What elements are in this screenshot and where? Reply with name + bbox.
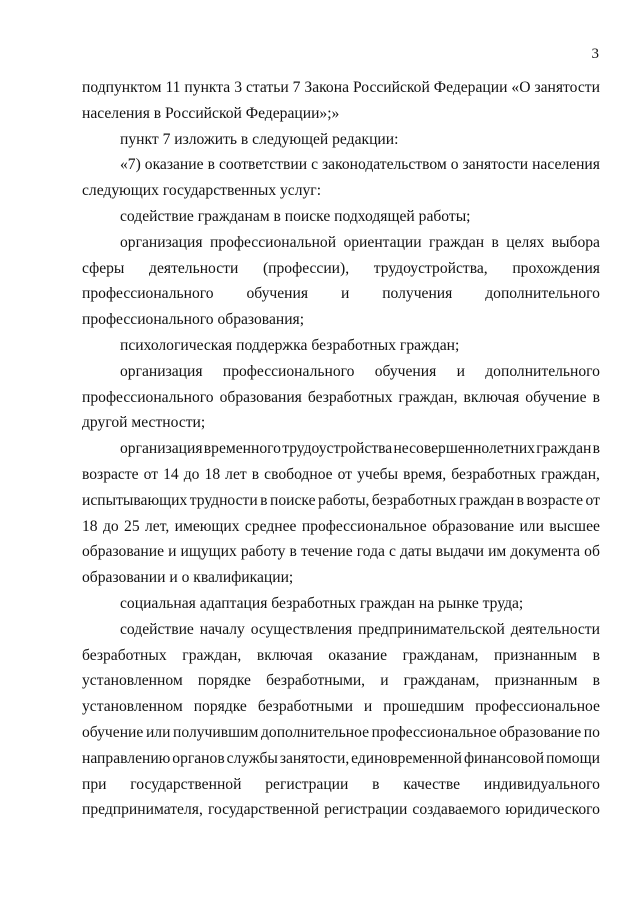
- word: безработных: [307, 388, 393, 406]
- word: индивидуального: [483, 775, 600, 793]
- word: в: [592, 646, 600, 664]
- word: оказание: [328, 646, 387, 664]
- word: организация: [120, 362, 203, 380]
- word: в: [372, 775, 380, 793]
- word: признанным: [494, 646, 577, 664]
- word: работы,: [318, 491, 370, 509]
- text-line: пункт 7 изложить в следующей редакции:: [120, 130, 399, 148]
- word: образование: [499, 723, 582, 741]
- text-line: населения в Российской Федерации»;»: [82, 104, 340, 122]
- word: образования: [219, 388, 302, 406]
- word: им: [488, 543, 507, 561]
- word: граждан,: [540, 465, 600, 483]
- word: государственной: [207, 801, 320, 819]
- word: обучение: [525, 388, 587, 406]
- word: безработных: [451, 465, 536, 483]
- word: организация: [120, 440, 203, 458]
- word: включая: [463, 388, 520, 406]
- word: финансовой: [463, 749, 545, 767]
- word: получившим: [173, 723, 259, 741]
- word: при: [82, 775, 107, 793]
- word: регистрации: [265, 775, 349, 793]
- text-line: [82, 436, 600, 462]
- word: от: [585, 491, 600, 509]
- word: помощи: [546, 749, 600, 767]
- word: до: [102, 517, 119, 535]
- text-line: [82, 539, 600, 565]
- word: качестве: [403, 775, 461, 793]
- word: создаваемого: [412, 801, 501, 819]
- text-line: [82, 281, 600, 307]
- text-line: [82, 488, 600, 514]
- word: гражданам,: [402, 646, 479, 664]
- word: образование: [82, 543, 165, 561]
- word: установленном: [82, 672, 183, 690]
- word: трудоустройства,: [373, 259, 488, 277]
- word: граждан: [459, 491, 515, 509]
- word: профессионального: [82, 285, 214, 303]
- word: в: [260, 491, 268, 509]
- word: статьи: [245, 79, 289, 96]
- word: 7: [292, 79, 301, 96]
- paragraph: [82, 230, 600, 333]
- word: установленном: [82, 698, 183, 716]
- text-line: [82, 797, 600, 823]
- text-line: [82, 385, 600, 411]
- paragraph: [82, 436, 600, 591]
- word: образование: [432, 517, 515, 535]
- paragraph: [82, 333, 600, 359]
- word: безработных: [82, 646, 167, 664]
- word: ориентации: [343, 233, 422, 251]
- word: 3: [234, 79, 242, 96]
- word: порядке: [193, 698, 247, 716]
- paragraph: [82, 127, 600, 153]
- text-line: психологическая поддержка безработных граждан;: [120, 336, 460, 354]
- text-line: [82, 359, 600, 385]
- word: государственной: [130, 775, 242, 793]
- word: занятости: [462, 156, 529, 174]
- word: предпринимателя,: [82, 801, 203, 819]
- word: соответствии: [218, 156, 308, 174]
- text-line: [82, 643, 600, 669]
- word: граждан,: [182, 646, 242, 664]
- word: занятости,: [279, 749, 350, 767]
- word: безработными,: [266, 672, 366, 690]
- paragraph: [82, 152, 600, 204]
- text-line: образовании и о квалификации;: [82, 569, 294, 587]
- word: «7): [120, 156, 141, 174]
- word: осуществления: [250, 620, 353, 638]
- word: или: [519, 517, 544, 535]
- text-line: профессионального образования;: [82, 311, 305, 329]
- text-line: [82, 694, 600, 720]
- word: об: [584, 543, 600, 561]
- word: года: [356, 543, 385, 561]
- word: оказание: [144, 156, 204, 174]
- word: подпунктом: [82, 79, 162, 96]
- word: возрасте: [526, 491, 584, 509]
- word: Федерации: [433, 79, 508, 96]
- word: прошедшим: [383, 698, 465, 716]
- text-line: [82, 772, 600, 798]
- word: содействие: [120, 620, 194, 638]
- text-line: [82, 230, 600, 256]
- word: поиске: [270, 491, 316, 509]
- word: и: [380, 672, 389, 690]
- word: или: [145, 723, 171, 741]
- paragraph: [82, 75, 600, 127]
- word: время,: [403, 465, 447, 483]
- word: 18: [204, 465, 221, 483]
- text-line: [82, 668, 600, 694]
- paragraph: [82, 204, 600, 230]
- word: и: [363, 698, 373, 716]
- word: от: [337, 465, 353, 483]
- text-line: [82, 256, 600, 282]
- word: пункта: [184, 79, 231, 96]
- word: граждан: [429, 233, 485, 251]
- word: профессионального: [222, 362, 355, 380]
- word: трудности: [189, 491, 258, 509]
- word: 11: [165, 79, 181, 96]
- text-line: содействие гражданам в поиске подходящей работы;: [120, 207, 471, 225]
- word: обучения: [374, 362, 437, 380]
- text-line: социальная адаптация безработных граждан на рынке труда;: [120, 594, 524, 612]
- word: профессиональное: [475, 698, 600, 716]
- word: выдачи: [435, 543, 485, 561]
- text-line: [82, 462, 600, 488]
- word: юридического: [505, 801, 600, 819]
- text-line: [82, 617, 600, 643]
- text-line: следующих государственных услуг:: [82, 182, 322, 200]
- word: течение: [300, 543, 353, 561]
- word: по: [583, 723, 600, 741]
- word: «О: [511, 79, 531, 96]
- word: от: [143, 465, 159, 483]
- word: включая: [256, 646, 313, 664]
- text-line: [82, 514, 600, 540]
- word: даты: [399, 543, 432, 561]
- word: службы: [226, 749, 278, 767]
- text-line: другой местности;: [82, 414, 206, 432]
- word: до: [183, 465, 200, 483]
- word: обучения: [246, 285, 309, 303]
- word: имеющих: [174, 517, 240, 535]
- word: профессиональной: [209, 233, 337, 251]
- word: (профессии),: [262, 259, 350, 277]
- paragraph: [82, 591, 600, 617]
- word: выбора: [551, 233, 600, 251]
- word: возрасте: [82, 465, 139, 483]
- word: гражданам,: [403, 672, 480, 690]
- word: несовершеннолетних: [393, 440, 536, 458]
- word: обучение: [82, 723, 144, 741]
- word: предпринимательской: [358, 620, 505, 638]
- word: безработных: [371, 491, 457, 509]
- word: 14: [163, 465, 179, 483]
- page-number: 3: [591, 46, 599, 62]
- word: граждан,: [398, 388, 458, 406]
- word: высшее: [549, 517, 600, 535]
- word: временного: [203, 440, 281, 458]
- word: дополнительное: [260, 723, 369, 741]
- word: получения: [382, 285, 453, 303]
- word: о: [450, 156, 459, 174]
- word: в: [289, 543, 297, 561]
- word: направлению: [82, 749, 171, 767]
- text-line: [82, 152, 600, 178]
- word: регистрации: [324, 801, 408, 819]
- word: порядке: [197, 672, 251, 690]
- document-body: [82, 75, 600, 823]
- word: в: [491, 233, 499, 251]
- word: прохождения: [512, 259, 600, 277]
- word: законодательством: [321, 156, 447, 174]
- word: в: [251, 465, 260, 483]
- word: деятельности: [510, 620, 600, 638]
- word: деятельности: [149, 259, 239, 277]
- word: органов: [172, 749, 225, 767]
- word: и: [456, 362, 465, 380]
- word: Российской: [352, 79, 430, 96]
- word: профессионального: [82, 388, 214, 406]
- word: трудоустройства: [282, 440, 393, 458]
- word: ищущих: [180, 543, 237, 561]
- word: граждан: [536, 440, 592, 458]
- word: лет,: [145, 517, 170, 535]
- word: началу: [199, 620, 245, 638]
- word: работу: [240, 543, 286, 561]
- word: дополнительного: [485, 362, 600, 380]
- word: и: [340, 285, 350, 303]
- word: и: [168, 543, 177, 561]
- word: в: [207, 156, 215, 174]
- word: 25: [124, 517, 140, 535]
- word: безработными: [257, 698, 353, 716]
- word: Закона: [304, 79, 349, 96]
- word: профессиональное: [301, 517, 427, 535]
- word: в: [592, 672, 600, 690]
- word: с: [389, 543, 396, 561]
- word: единовременной: [351, 749, 462, 767]
- word: лет: [225, 465, 247, 483]
- paragraph: [82, 617, 600, 823]
- word: занятости: [534, 79, 600, 96]
- word: в: [592, 388, 600, 406]
- word: с: [311, 156, 318, 174]
- paragraph: [82, 359, 600, 436]
- word: 18: [82, 517, 98, 535]
- text-line: [82, 746, 600, 772]
- word: свободное: [264, 465, 333, 483]
- word: организация: [120, 233, 203, 251]
- word: среднее: [244, 517, 297, 535]
- word: населения: [532, 156, 600, 174]
- text-line: [82, 720, 600, 746]
- word: документа: [510, 543, 581, 561]
- text-line: [82, 75, 600, 101]
- word: профессиональное: [371, 723, 497, 741]
- word: признанным: [494, 672, 578, 690]
- word: учебы: [357, 465, 399, 483]
- word: дополнительного: [485, 285, 600, 303]
- word: в: [592, 440, 600, 458]
- word: сферы: [82, 259, 125, 277]
- word: целях: [506, 233, 545, 251]
- word: испытывающих: [82, 491, 188, 509]
- word: в: [516, 491, 525, 509]
